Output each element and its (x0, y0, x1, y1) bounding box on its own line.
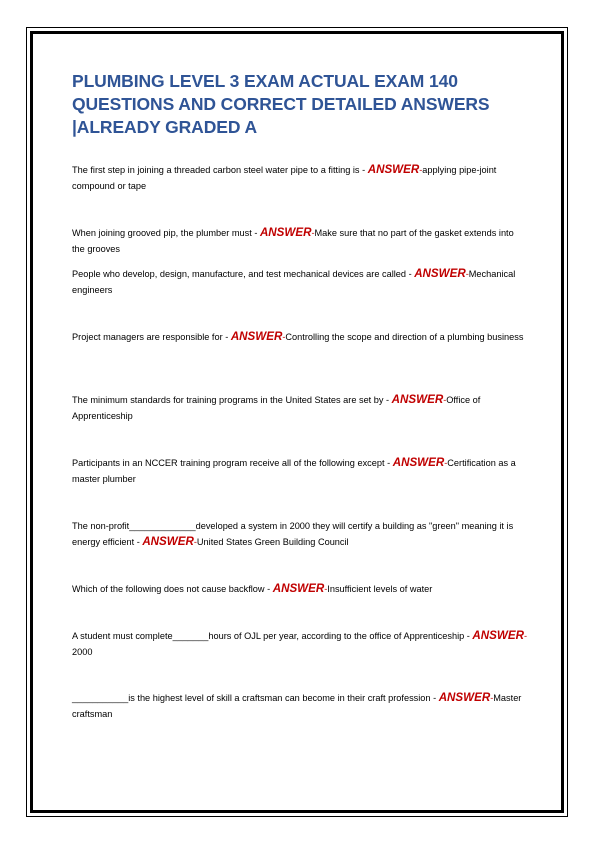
answer-marker: ANSWER (230, 330, 283, 343)
answer-text: applying pipe-joint compound or tape (72, 165, 497, 191)
answer-dash: - (443, 395, 447, 405)
answer-dash: - (324, 584, 328, 594)
document-title: PLUMBING LEVEL 3 EXAM ACTUAL EXAM 140 QUESTIONS AND CORRECT DETAILED ANSWERS |ALREADY GRADED A (72, 71, 490, 137)
question-text: Which of the following does not cause backflow - (72, 584, 273, 594)
answer-marker: ANSWER (259, 226, 312, 239)
answer-text: Master craftsman (72, 693, 522, 719)
question-text: The minimum standards for training programs in the United States are set by - (72, 395, 392, 405)
answer-dash: - (444, 458, 448, 468)
answer-dash: - (311, 228, 315, 238)
qa-item (72, 162, 528, 194)
qa-item (72, 455, 528, 487)
question-text: ___________is the highest level of skill a craftsman can become in their craft profession - (72, 693, 439, 703)
document-body (72, 70, 528, 719)
answer-marker: ANSWER (142, 535, 194, 548)
qa-item (72, 392, 528, 424)
answer-text: Insufficient levels of water (327, 584, 433, 594)
answer-text: Make sure that no part of the gasket extends into the grooves (72, 228, 514, 254)
answer-dash: - (490, 693, 494, 703)
qa-item (72, 329, 528, 345)
answer-marker: ANSWER (391, 393, 444, 406)
answer-marker: ANSWER (438, 691, 491, 704)
answer-dash: - (282, 332, 286, 342)
question-text: Project managers are responsible for - (72, 332, 231, 342)
answer-dash: - (193, 537, 197, 547)
answer-marker: ANSWER (392, 456, 445, 469)
answer-text: Mechanical engineers (72, 269, 516, 295)
answer-marker: ANSWER (472, 629, 524, 642)
qa-item (72, 518, 528, 550)
answer-text: 2000 (72, 647, 93, 657)
qa-item (72, 690, 528, 722)
question-text: The first step in joining a threaded carbon steel water pipe to a fitting is - (72, 165, 368, 175)
answer-dash: - (523, 631, 528, 641)
answer-text: Certification as a master plumber (72, 458, 516, 484)
question-text: When joining grooved pip, the plumber must - (72, 228, 260, 238)
answer-text: United States Green Building Council (196, 537, 349, 547)
answer-text: Controlling the scope and direction of a plumbing business (285, 332, 524, 342)
question-text: People who develop, design, manufacture, and test mechanical devices are called - (72, 269, 415, 279)
question-text: A student must complete_______hours of OJL per year, according to the office of Apprenticeship - (72, 631, 473, 641)
answer-marker: ANSWER (367, 163, 420, 176)
qa-item (72, 225, 528, 257)
answer-marker: ANSWER (272, 582, 325, 595)
answer-dash: - (465, 269, 469, 279)
answer-dash: - (419, 165, 423, 175)
answer-marker: ANSWER (414, 267, 466, 280)
qa-item (72, 581, 528, 597)
question-text: The non-profit_____________developed a system in 2000 they will certify a building as "green" meaning it is energy efficient - (72, 521, 514, 547)
answer-text: Office of Apprenticeship (72, 395, 481, 421)
qa-item (72, 628, 528, 660)
qa-item (72, 266, 528, 298)
question-text: Participants in an NCCER training program receive all of the following except - (72, 458, 393, 468)
